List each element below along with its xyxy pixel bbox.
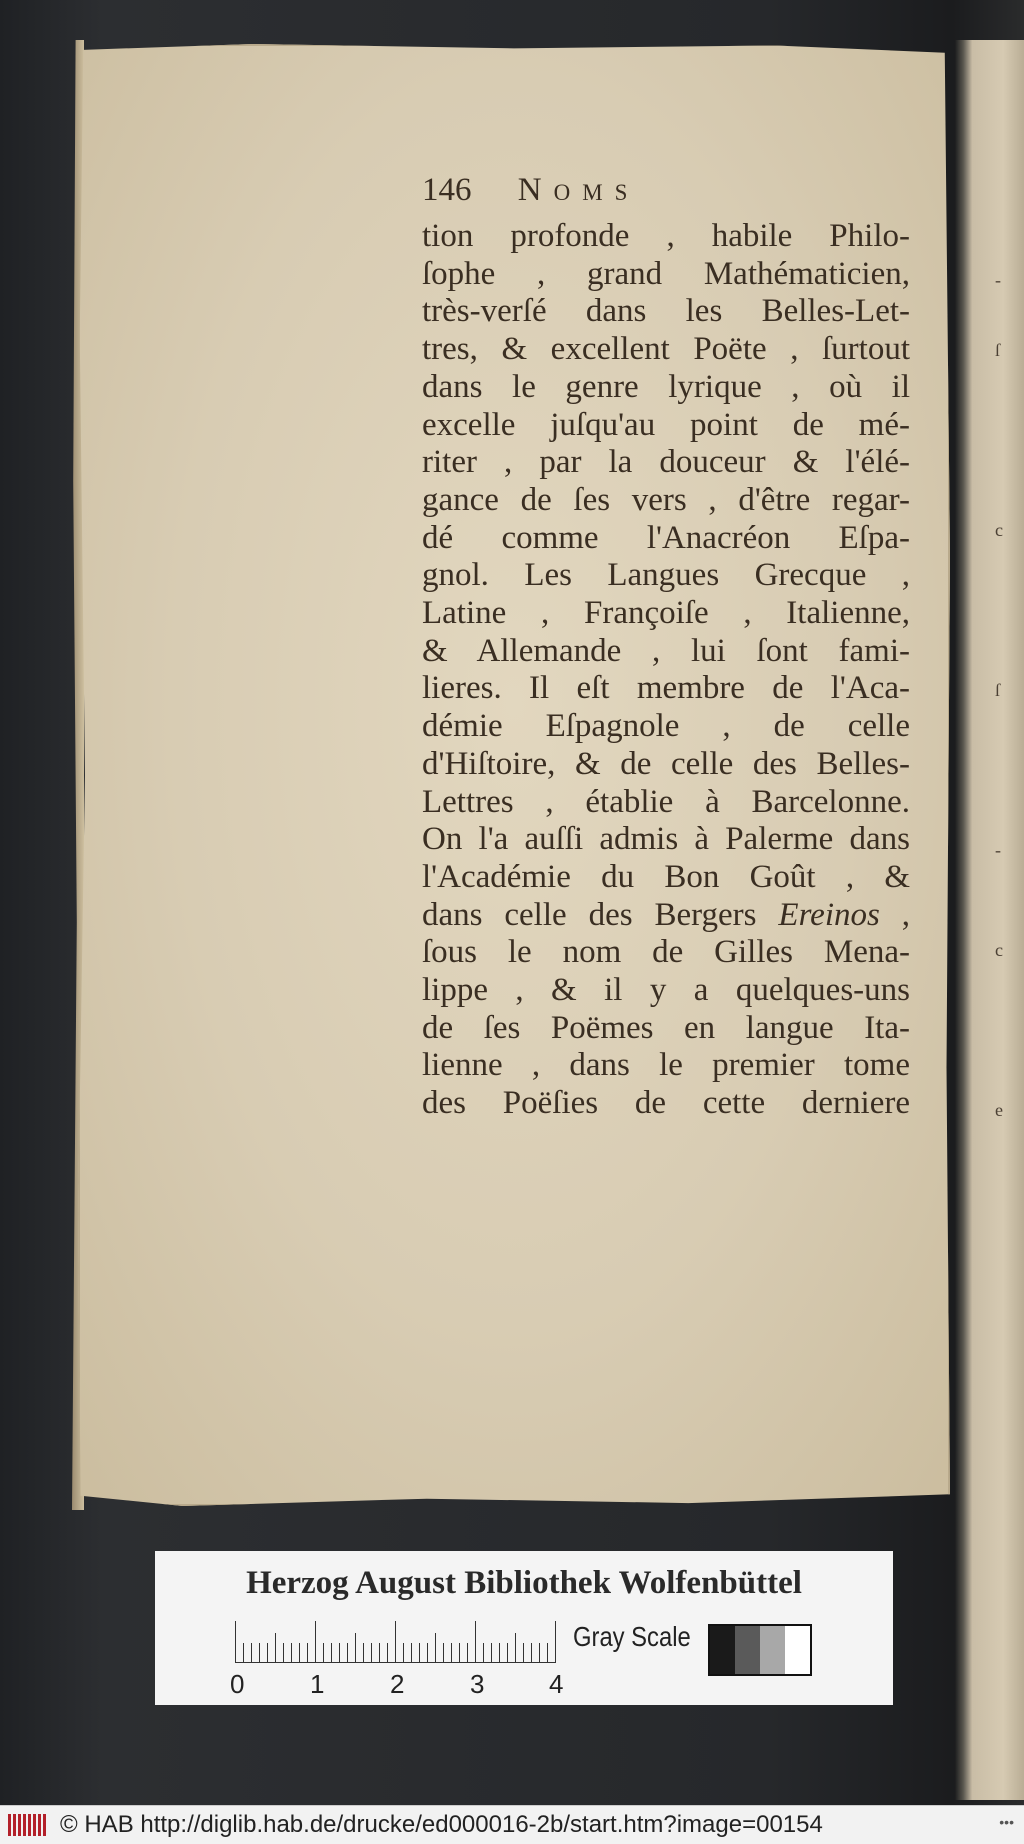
text-line: de ſes Poëmes en langue Ita- xyxy=(422,1009,910,1046)
text-line: gance de ſes vers , d'être regar- xyxy=(422,481,910,518)
text-line: tion profonde , habile Philo- xyxy=(422,218,910,254)
ruler-tick xyxy=(427,1643,428,1663)
page-number: 146 xyxy=(422,172,472,208)
library-name: Herzog August Bibliothek Wolfenbüttel xyxy=(246,1565,802,1601)
ruler-tick xyxy=(379,1643,380,1663)
gray-swatch-cell xyxy=(785,1626,810,1674)
ruler-tick xyxy=(355,1633,356,1663)
page-text xyxy=(422,218,910,1123)
hab-logo-icon xyxy=(8,1814,46,1836)
text-line: On l'a auſſi admis à Palerme dans xyxy=(422,821,910,858)
ruler-tick xyxy=(243,1643,244,1663)
running-title: Noms xyxy=(517,172,640,208)
ruler-tick xyxy=(299,1643,300,1663)
text-line: lieres. Il eſt membre de l'Aca- xyxy=(422,670,910,707)
ruler-tick xyxy=(475,1621,476,1663)
ruler-tick xyxy=(275,1633,276,1663)
text-line-ereinos: dans celle des Bergers Ereinos , xyxy=(422,896,910,933)
text-line: gnol. Les Langues Grecque , xyxy=(422,557,910,594)
gray-scale-label: Gray Scale xyxy=(573,1621,691,1652)
adjacent-page-edge: - ſ c ſ - c e xyxy=(955,40,1024,1800)
ruler-tick xyxy=(387,1643,388,1663)
ruler-number: 3 xyxy=(470,1669,485,1699)
ruler-tick xyxy=(403,1643,404,1663)
ruler-tick xyxy=(371,1643,372,1663)
ruler-tick xyxy=(555,1621,556,1663)
ruler-tick xyxy=(267,1643,268,1663)
ruler-tick xyxy=(515,1633,516,1663)
ruler-tick xyxy=(419,1643,420,1663)
ruler-tick xyxy=(331,1643,332,1663)
ruler-tick xyxy=(259,1643,260,1663)
ruler-tick xyxy=(251,1643,252,1663)
ruler-tick xyxy=(339,1643,340,1663)
ruler-tick xyxy=(291,1643,292,1663)
ruler xyxy=(235,1621,555,1663)
gray-swatch-cell xyxy=(735,1626,760,1674)
ruler-number: 1 xyxy=(310,1669,325,1699)
ruler-tick xyxy=(235,1621,236,1663)
text-line: très-verſé dans les Belles-Let- xyxy=(422,293,910,330)
text-line: lienne , dans le premier tome xyxy=(422,1047,910,1084)
ruler-tick xyxy=(435,1633,436,1663)
ruler-tick xyxy=(547,1643,548,1663)
ruler-number: 2 xyxy=(390,1669,405,1699)
ruler-number: 0 xyxy=(230,1669,245,1699)
page-header xyxy=(422,172,722,209)
more-icon[interactable]: ••• xyxy=(999,1814,1014,1830)
ruler-tick xyxy=(507,1643,508,1663)
text-line: démie Eſpagnole , de celle xyxy=(422,708,910,745)
gray-scale-swatch xyxy=(708,1624,812,1676)
text-line: tres, & excellent Poëte , ſurtout xyxy=(422,331,910,368)
text-line: excelle juſqu'au point de mé- xyxy=(422,406,910,443)
text-line: riter , par la douceur & l'élé- xyxy=(422,444,910,481)
ruler-tick xyxy=(539,1643,540,1663)
ruler-tick xyxy=(315,1621,316,1663)
ruler-tick xyxy=(411,1643,412,1663)
ruler-numbers xyxy=(155,1669,564,1699)
ruler-tick xyxy=(451,1643,452,1663)
ruler-tick xyxy=(467,1643,468,1663)
footer-bar xyxy=(0,1805,1024,1844)
color-scale-card xyxy=(155,1551,893,1705)
ruler-tick xyxy=(531,1643,532,1663)
ruler-number: 4 xyxy=(549,1669,564,1699)
text-line: l'Académie du Bon Goût , & xyxy=(422,858,910,895)
footer-credit-link[interactable]: © HAB http://diglib.hab.de/drucke/ed000016-2b/start.htm?image=00154 xyxy=(60,1811,823,1838)
text-line: d'Hiſtoire, & de celle des Belles- xyxy=(422,745,910,782)
ruler-tick xyxy=(523,1643,524,1663)
text-line: lippe , & il y a quelques-uns xyxy=(422,972,910,1009)
ruler-tick xyxy=(395,1621,396,1663)
gray-swatch-cell xyxy=(760,1626,785,1674)
ruler-tick xyxy=(323,1643,324,1663)
ruler-tick xyxy=(307,1643,308,1663)
text-line: ſophe , grand Mathématicien, xyxy=(422,255,910,292)
ruler-tick xyxy=(499,1643,500,1663)
text-line: des Poëſies de cette derniere xyxy=(422,1085,910,1122)
ruler-tick xyxy=(363,1643,364,1663)
ruler-tick xyxy=(347,1643,348,1663)
ruler-tick xyxy=(283,1643,284,1663)
text-line: & Allemande , lui ſont fami- xyxy=(422,632,910,669)
ruler-tick xyxy=(491,1643,492,1663)
ruler-tick xyxy=(443,1643,444,1663)
ruler-tick xyxy=(483,1643,484,1663)
text-line: Latine , Françoiſe , Italienne, xyxy=(422,595,910,632)
ruler-tick xyxy=(459,1643,460,1663)
gray-swatch-cell xyxy=(710,1626,735,1674)
text-line: dé comme l'Anacréon Eſpa- xyxy=(422,519,910,556)
text-line: ſous le nom de Gilles Mena- xyxy=(422,934,910,971)
text-line: Lettres , établie à Barcelonne. xyxy=(422,783,910,820)
text-line: dans le genre lyrique , où il xyxy=(422,368,910,405)
